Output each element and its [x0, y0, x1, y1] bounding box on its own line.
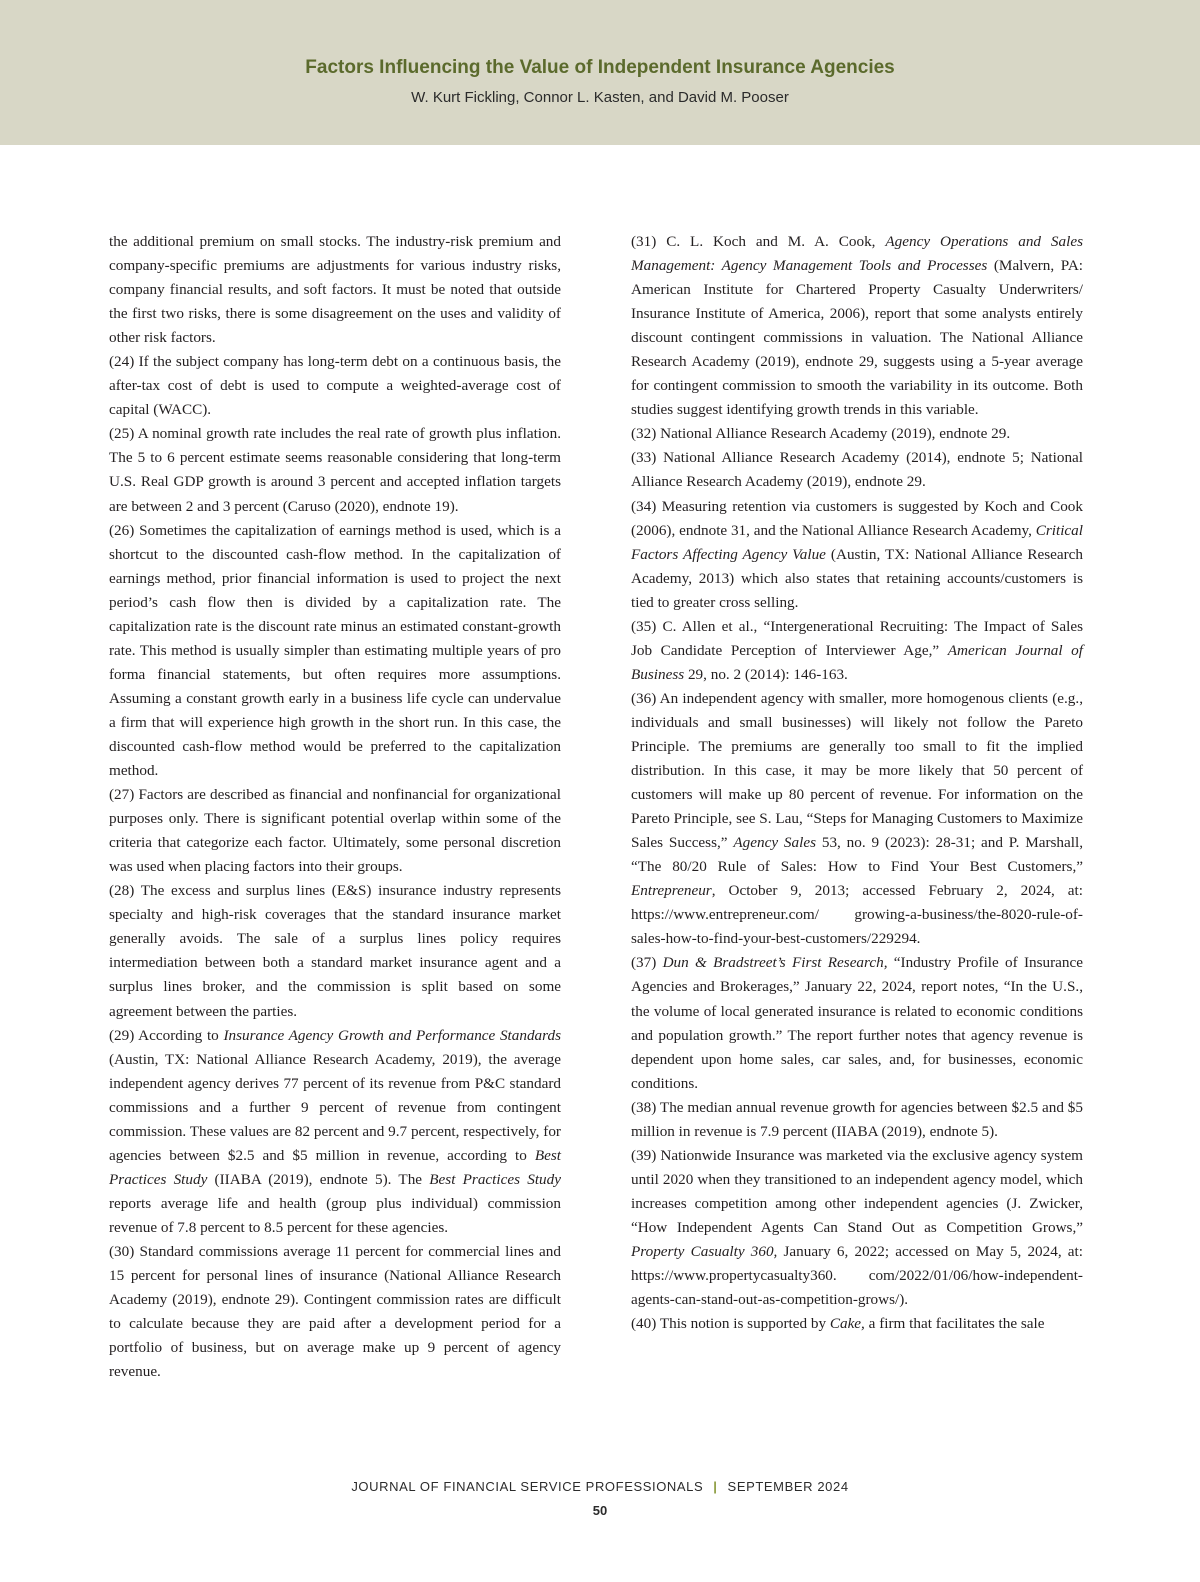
endnote-n36 [631, 687, 1083, 952]
endnote-n40 [631, 1312, 1083, 1336]
footer-separator: | [713, 1479, 718, 1494]
endnote-text: (38) The median annual revenue growth for agencies between $2.5 and $5 million in revenue is 7.9 percent (IIABA (2019), endnote 5). [631, 1098, 1083, 1140]
endnote-text: the additional premium on small stocks. The industry-risk premium and company-specific premiums are adjustments for various industry risks, company financial results, and soft factors. It must be noted that outside the first two risks, there is some disagreement on the uses and validity of other risk factors. [109, 233, 561, 347]
endnote-text: (25) A nominal growth rate includes the real rate of growth plus inflation. The 5 to 6 percent estimate seems reasonable considering that long-term U.S. Real GDP growth is around 3 percent and accepted inflation targets are between 2 and 3 percent (Caruso (2020), endnote 19). [109, 425, 561, 515]
endnote-text: “Industry Profile of Insurance Agencies and Brokerages,” January 22, 2024, report notes, “In the U.S., the volume of local generated insurance is related to economic conditions and population growth.” The report further notes that agency revenue is dependent upon home sales, car sales, and, for businesses, economic conditions. [631, 954, 1083, 1092]
page-header [0, 0, 1200, 145]
journal-name: JOURNAL OF FINANCIAL SERVICE PROFESSIONALS [351, 1479, 704, 1494]
endnote-n26 [109, 519, 561, 784]
endnote-n39 [631, 1144, 1083, 1312]
endnote-cont [109, 230, 561, 350]
endnote-text: 29, no. 2 (2014): 146-163. [684, 665, 848, 683]
italic-title: Entrepreneur [631, 882, 712, 900]
endnote-n34 [631, 495, 1083, 615]
endnote-text: January 6, 2022; accessed on May 5, 2024, at: https://www.propertycasualty360. com/2022/01/06/how-independent-agents-can-stand-out-as-competition-grows/). [631, 1242, 1083, 1309]
endnote-text: (29) According to [109, 1026, 224, 1044]
endnote-n25 [109, 422, 561, 518]
endnote-text: (36) An independent agency with smaller, more homogenous clients (e.g., individuals and small businesses) will likely not follow the Pareto Principle. The premiums are generally too small to fit the implied distribution. In this case, it may be more likely that 50 percent of customers will make up 80 percent of revenue. For information on the Pareto Principle, see S. Lau, “Steps for Managing Customers to Maximize Sales Success,” [631, 689, 1083, 852]
endnote-text: (33) National Alliance Research Academy (2014), endnote 5; National Alliance Research Academy (2019), endnote 29. [631, 449, 1083, 491]
page-number: 50 [592, 1503, 608, 1518]
endnote-n32 [631, 422, 1083, 446]
italic-title: Critical Factors Affecting Agency Value [631, 521, 1083, 563]
italic-title: Cake, [829, 1315, 865, 1333]
endnote-text: , October 9, 2013; accessed February 2, 2024, at: https://www.entrepreneur.com/ growing-a-business/the-8020-rule-of-sales-how-to-find-your-best-customers/229294. [631, 882, 1083, 948]
endnotes-right-column [631, 230, 1083, 1336]
endnote-n24 [109, 350, 561, 422]
endnote-n31 [631, 230, 1083, 422]
endnote-n30 [109, 1240, 561, 1384]
endnote-text: (30) Standard commissions average 11 percent for commercial lines and 15 percent for personal lines of insurance (National Alliance Research Academy (2019), endnote 29). Contingent commission rates are difficult to calculate because they are paid after a development period for a portfolio of business, but on average make up 9 percent of agency revenue. [109, 1242, 561, 1381]
endnote-n33 [631, 446, 1083, 494]
endnote-text: (32) National Alliance Research Academy (2019), endnote 29. [631, 425, 1011, 443]
article-title: Factors Influencing the Value of Independent Insurance Agencies [305, 57, 895, 78]
endnote-text: a firm that facilitates the sale [864, 1315, 1045, 1333]
endnote-text: (27) Factors are described as financial and nonfinancial for organizational purposes only. There is significant potential overlap within some of the criteria that categorize each factor. Ultimately, some personal discretion was used when placing factors into their groups. [109, 786, 561, 876]
endnote-text: (35) C. Allen et al., “Intergenerational Recruiting: The Impact of Sales Job Candidate Perception of Interviewer Age,” [631, 617, 1083, 659]
endnote-text: (28) The excess and surplus lines (E&S) insurance industry represents specialty and high-risk coverages that the standard insurance market generally avoids. The sale of a surplus lines policy requires intermediation between both a standard market insurance agent and a surplus lines broker, and the commission is split based on some agreement between the parties. [109, 882, 561, 1020]
italic-title: Property Casualty 360, [631, 1242, 778, 1260]
article-authors: W. Kurt Fickling, Connor L. Kasten, and David M. Pooser [411, 89, 789, 106]
endnote-n35 [631, 615, 1083, 687]
endnote-text: (37) [631, 954, 663, 972]
endnote-text: (26) Sometimes the capitalization of earnings method is used, which is a shortcut to the discounted cash-flow method. In the capitalization of earnings method, prior financial information is used to project the next period’s cash flow then is divided by a capitalization rate. The capitalization rate is the discount rate minus an estimated constant-growth rate. This method is usually simpler than estimating multiple years of pro forma financial statements, but often requires more assumptions. Assuming a constant growth early in a business life cycle can undervalue a firm that will experience high growth in the short run. In this case, the discounted cash-flow method would be preferred to the capitalization method. [109, 521, 561, 780]
endnote-text: (34) Measuring retention via customers is suggested by Koch and Cook (2006), endnote 31, and the National Alliance Research Academy, [631, 497, 1083, 539]
endnote-text: (31) C. L. Koch and M. A. Cook, [631, 233, 886, 250]
endnote-text: (Austin, TX: National Alliance Research Academy, 2019), the average independent agency derives 77 percent of its revenue from P&C standard commissions and a further 9 percent of revenue from contingent commission. These values are 82 percent and 9.7 percent, respectively, for agencies between $2.5 and $5 million in revenue, according to [109, 1050, 561, 1164]
endnote-n37 [631, 951, 1083, 1095]
endnote-text: (Austin, TX: National Alliance Research Academy, 2013) which also states that retaining accounts/customers is tied to greater cross selling. [631, 545, 1084, 611]
footer-journal-line [0, 1479, 1200, 1494]
issue-date: SEPTEMBER 2024 [727, 1479, 849, 1494]
endnotes-left-column [109, 230, 561, 1384]
endnote-text: (Malvern, PA: American Institute for Chartered Property Casualty Underwriters/ Insurance Institute of America, 2006), report that some analysts entirely discount contingent commissions in valuation. The National Alliance Research Academy (2019), endnote 29, suggests using a 5-year average for contingent commission to smooth the variability in its outcome. Both studies suggest identifying growth trends in this variable. [631, 257, 1084, 419]
endnote-text: 53, no. 9 (2023): 28-31; and P. Marshall, “The 80/20 Rule of Sales: How to Find Your Best Customers,” [631, 834, 1084, 876]
endnote-text: (IIABA (2019), endnote 5). The [207, 1170, 430, 1188]
italic-title: Agency Sales [733, 834, 816, 852]
italic-title: Best Practices Study [109, 1146, 561, 1188]
italic-title: Best Practices Study [429, 1170, 561, 1188]
endnote-n28 [109, 879, 561, 1023]
endnote-n29 [109, 1024, 561, 1240]
endnote-text: (40) This notion is supported by [631, 1315, 830, 1333]
endnote-text: reports average life and health (group plus individual) commission revenue of 7.8 percent to 8.5 percent for these agencies. [109, 1194, 561, 1236]
endnote-text: (24) If the subject company has long-term debt on a continuous basis, the after-tax cost of debt is used to compute a weighted-average cost of capital (WACC). [109, 353, 561, 419]
italic-title: Insurance Agency Growth and Performance Standards [223, 1026, 561, 1044]
italic-title: Agency Operations and Sales Management: Agency Management Tools and Processes [631, 233, 1083, 275]
italic-title: Dun & Bradstreet’s First Research, [662, 954, 888, 972]
endnote-n38 [631, 1096, 1083, 1144]
endnote-n27 [109, 783, 561, 879]
endnote-text: (39) Nationwide Insurance was marketed via the exclusive agency system until 2020 when they transitioned to an independent agency model, which increases competition among other independent agencies (J. Zwicker, “How Independent Agents Can Stand Out as Competition Grows,” [631, 1146, 1083, 1236]
italic-title: American Journal of Business [631, 641, 1083, 683]
